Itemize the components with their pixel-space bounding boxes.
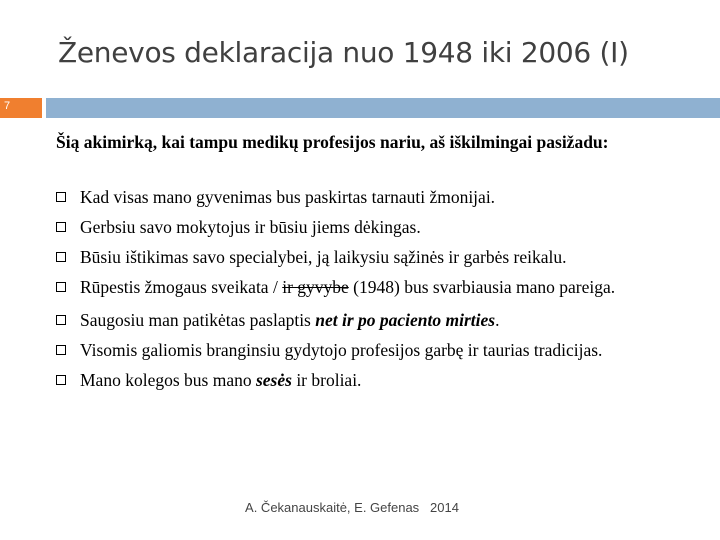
square-bullet-icon [56, 252, 66, 262]
list-item-text-start: Rūpestis žmogaus sveikata / [80, 277, 283, 297]
list-item-text: Būsiu ištikimas savo specialybei, ją laikysiu sąžinės ir garbės reikalu. [80, 247, 567, 267]
emphasized-text: sesės [255, 370, 292, 390]
square-bullet-icon [56, 222, 66, 232]
footer-credit: A. Čekanauskaitė, E. Gefenas 2014 [245, 500, 459, 515]
intro-text: Šią akimirką, kai tampu medikų profesijos nariu, aš iškilmingai pasižadu: [56, 132, 609, 152]
slide-title: Ženevos deklaracija nuo 1948 iki 2006 (I) [58, 36, 629, 69]
square-bullet-icon [56, 375, 66, 385]
pledge-list [56, 186, 696, 399]
list-item-text-end: (1948) bus svarbiausia mano pareiga. [348, 277, 616, 297]
emphasized-text: net ir po paciento mirties [315, 310, 496, 330]
title-underline-bar [46, 98, 720, 118]
list-item-text: Visomis galiomis branginsiu gydytojo profesijos garbę ir taurias tradicijas. [80, 340, 603, 360]
square-bullet-icon [56, 192, 66, 202]
list-item [56, 369, 696, 391]
list-item-text-start: Mano kolegos bus mano [80, 370, 256, 390]
square-bullet-icon [56, 345, 66, 355]
list-item [56, 309, 696, 331]
struck-text: ir gyvybe [282, 277, 349, 297]
list-item [56, 276, 696, 298]
list-item [56, 216, 696, 238]
list-item-text-start: Saugosiu man patikėtas paslaptis [80, 310, 316, 330]
list-item-text: Kad visas mano gyvenimas bus paskirtas tarnauti žmonijai. [80, 187, 496, 207]
list-item-text-end: . [495, 310, 500, 330]
square-bullet-icon [56, 315, 66, 325]
list-item [56, 246, 696, 268]
list-item-text-end: ir broliai. [291, 370, 362, 390]
square-bullet-icon [56, 282, 66, 292]
list-item [56, 339, 696, 361]
list-item-text: Gerbsiu savo mokytojus ir būsiu jiems dėkingas. [80, 217, 421, 237]
list-item [56, 186, 696, 208]
slide-number: 7 [4, 100, 11, 112]
